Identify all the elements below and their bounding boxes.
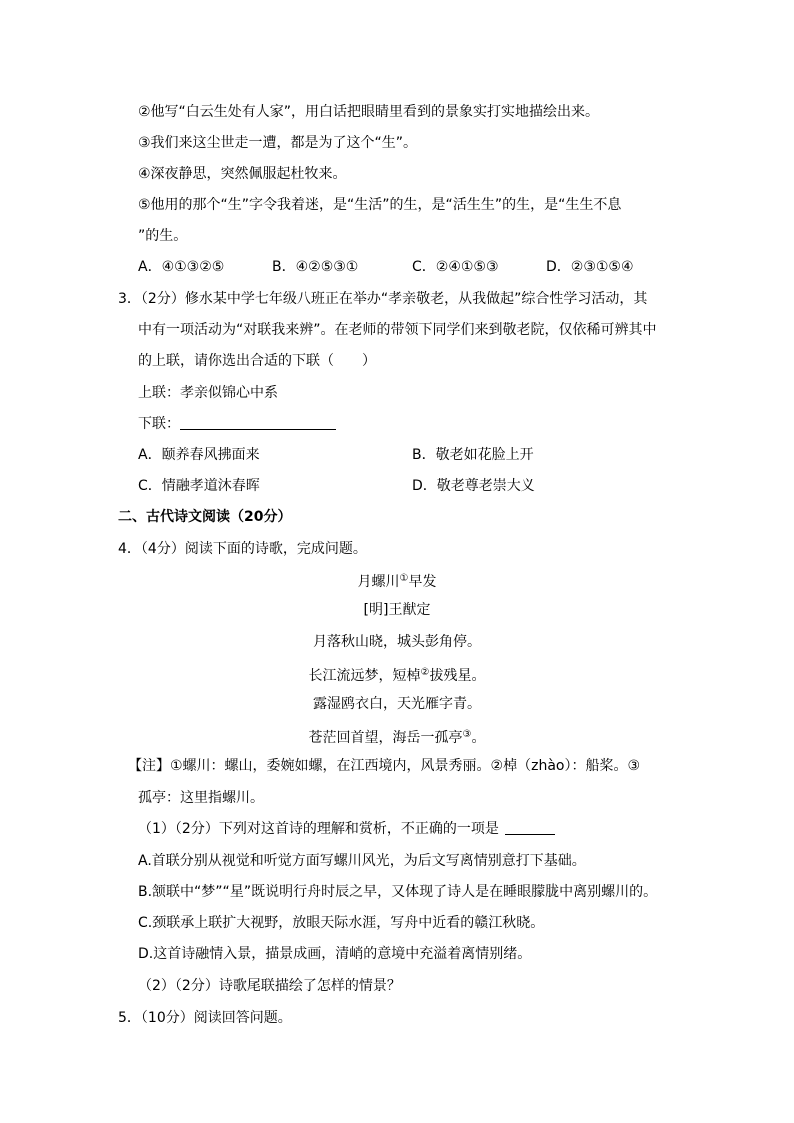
footnote-mark: ③ <box>462 729 472 740</box>
q4-sub1-answer-blank[interactable] <box>505 820 555 835</box>
q3-lower-couplet <box>138 414 336 434</box>
section-heading: 二、古代诗文阅读（20分） <box>118 509 292 525</box>
q2-option-d: D．②③①⑤④ <box>546 259 634 275</box>
q2-option-b: B．④②⑤③① <box>272 259 359 275</box>
poem-notes-line-1: 【注】①螺川：螺山，委婉如螺，在江西境内，风景秀丽。②棹（zhào）：船桨。③ <box>128 758 641 774</box>
q3-option-a: A．颐养春风拂面来 <box>138 447 260 463</box>
q3-option-b: B．敬老如花脸上开 <box>412 447 534 463</box>
q3-upper-couplet: 上联：孝亲似锦心中系 <box>138 385 278 401</box>
q2-option-c: C．②④①⑤③ <box>412 259 499 275</box>
q4-option-c: C.颈联承上联扩大视野，放眼天际水涯，写舟中近看的赣江秋晓。 <box>138 915 545 931</box>
poem-line-2: 长江流远梦，短棹②拔残星。 <box>308 667 486 684</box>
q3-option-c: C．情融孝道沐春晖 <box>138 478 260 494</box>
poem-notes-line-2: 孤亭：这里指螺川。 <box>138 790 264 806</box>
q4-option-d: D.这首诗融情入景，描景成画，清峭的意境中充溢着离情别绪。 <box>138 946 532 962</box>
q2-option-a: A．④①③②⑤ <box>138 259 225 275</box>
poem-line-3: 露湿鸥衣白，天光雁字青。 <box>313 696 481 712</box>
q3-stem-line-2: 中有一项活动为“对联我来辨”。在老师的带领下同学们来到敬老院，仅依稀可辨其中 <box>138 322 657 338</box>
poem-title: 月螺川①早发 <box>357 573 437 590</box>
poem-author: [明]王猷定 <box>363 602 431 618</box>
q4-option-b: B.颔联中“梦”“星”既说明行舟时辰之早，又体现了诗人是在睡眼朦胧中离别螺川的。 <box>138 884 658 900</box>
q4-sub-question-1: （1）（2分）下列对这首诗的理解和赏析，不正确的一项是 <box>138 819 555 839</box>
q3-answer-blank[interactable] <box>180 415 336 430</box>
q4-stem: 4．（4分）阅读下面的诗歌，完成问题。 <box>118 541 367 557</box>
q2-item-5-cont: ”的生。 <box>138 228 188 244</box>
q3-lower-label: 下联： <box>138 416 180 432</box>
poem-line-4: 苍茫回首望，海岳一孤亭③。 <box>308 729 486 746</box>
poem-line-1: 月落秋山晓，城头彭角停。 <box>313 634 481 650</box>
q3-option-d: D．敬老尊老崇大义 <box>412 478 535 494</box>
footnote-mark: ① <box>399 573 409 584</box>
q2-item-5: ⑤他用的那个“生”字令我着迷，是“生活”的生，是“活生生”的生，是“生生不息 <box>138 197 622 213</box>
q2-item-2: ②他写“白云生处有人家”，用白话把眼睛里看到的景象实打实地描绘出来。 <box>138 104 600 120</box>
q3-stem-line-3: 的上联，请你选出合适的下联（ ） <box>138 353 376 369</box>
q2-item-3: ③我们来这尘世走一遭，都是为了这个“生”。 <box>138 135 418 151</box>
q4-option-a: A.首联分别从视觉和听觉方面写螺川风光，为后文写离情别意打下基础。 <box>138 853 586 869</box>
q3-stem-line-1: 3．（2分）修水某中学七年级八班正在举办“孝亲敬老，从我做起”综合性学习活动，其 <box>118 291 648 307</box>
q2-item-4: ④深夜静思，突然佩服起杜牧来。 <box>138 166 347 182</box>
q4-sub-question-2: （2）（2分）诗歌尾联描绘了怎样的情景？ <box>138 978 401 994</box>
footnote-mark: ② <box>420 667 430 678</box>
q5-stem: 5．（10分）阅读回答问题。 <box>118 1010 292 1026</box>
